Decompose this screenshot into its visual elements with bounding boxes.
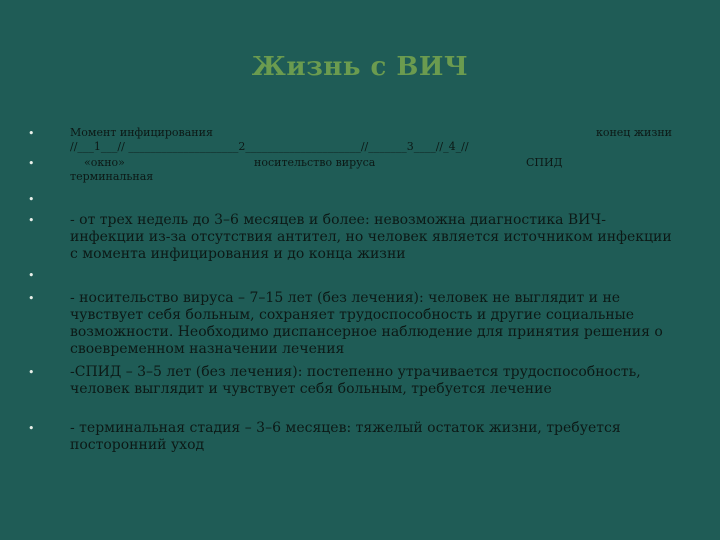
item-carrier-period: - носительство вируса – 7–15 лет (без лечения): человек не выглядит и не чувствует себя больным, сохраняет трудоспособность и другие социальные возможности. Необходимо диспансерное наблюдение для принятия решения о своевременном назначении лечения (70, 290, 663, 357)
timeline-scale: //___1___// ____________________2_____________________//_______3____//_4_// (70, 140, 469, 153)
timeline-start-label: Момент инфицирования (70, 126, 213, 139)
item-aids-period: -СПИД – 3–5 лет (без лечения): постепенно утрачивается трудоспособность, человек выглядит и чувствует себя больным, требуется лечение (70, 364, 641, 397)
item-window-period: - от трех недель до 3–6 месяцев и более: невозможна диагностика ВИЧ-инфекции из-за отсутствия антител, но человек является источником инфекции с момента инфицирования и до конца жизни (70, 212, 672, 262)
stage-window: «окно» (84, 156, 125, 169)
bullet-dot: • (28, 214, 35, 227)
bullet-dot: • (28, 292, 35, 305)
timeline-header (70, 126, 680, 154)
bullet-dot: • (28, 422, 35, 435)
bullet-dot: • (28, 366, 35, 379)
item-terminal-period: - терминальная стадия – 3–6 месяцев: тяжелый остаток жизни, требуется посторонний уход (70, 420, 621, 453)
stage-carrier: носительство вируса (254, 156, 376, 169)
stage-aids: СПИД (526, 156, 563, 169)
slide-title: Жизнь с ВИЧ (251, 52, 469, 82)
timeline-end-label: конец жизни (595, 126, 672, 139)
bullet-dot: • (28, 193, 35, 206)
stage-terminal: терминальная (70, 170, 154, 183)
timeline-stages (70, 156, 680, 184)
bullet-dot: • (28, 157, 35, 170)
bullet-dot: • (28, 127, 35, 140)
bullet-dot: • (28, 269, 35, 282)
